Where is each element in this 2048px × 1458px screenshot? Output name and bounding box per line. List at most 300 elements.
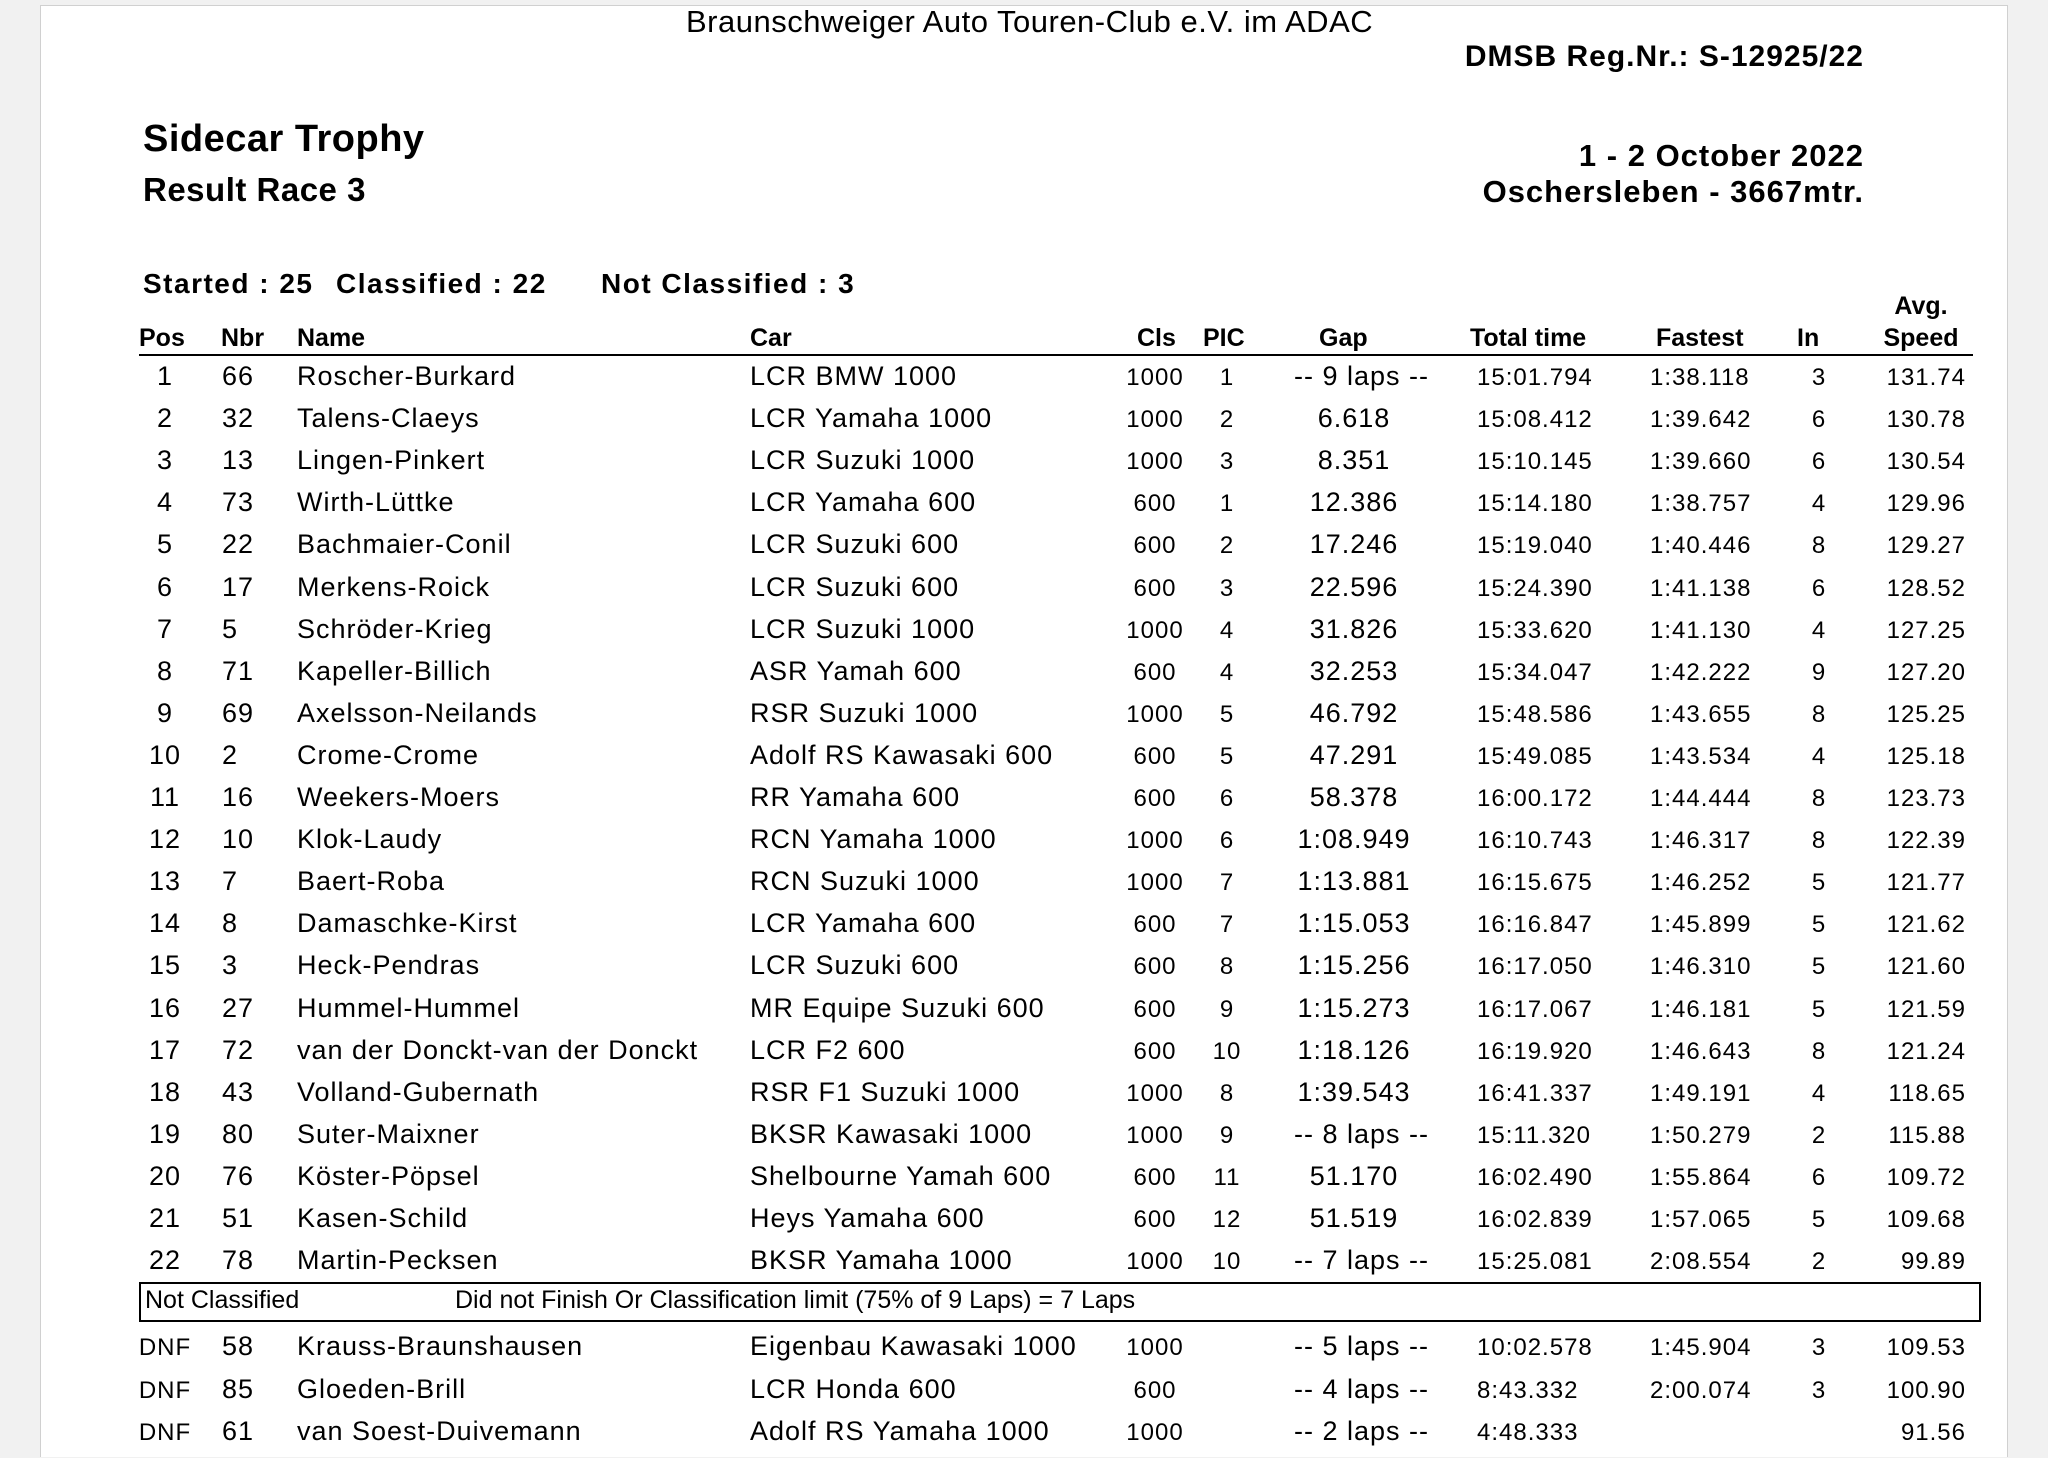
cell-nbr: 43 xyxy=(222,1076,255,1107)
cell-gap: -- 5 laps -- xyxy=(1294,1331,1430,1361)
cell-in: 6 xyxy=(1811,574,1827,602)
cell-pos: 3 xyxy=(156,445,174,476)
table-row xyxy=(41,866,2007,908)
cell-nbr: 69 xyxy=(222,697,255,728)
cell-gap: 1:13.881 xyxy=(1297,866,1411,897)
cell-pic: 6 xyxy=(1219,827,1235,855)
cell-pos: 1 xyxy=(156,361,174,391)
cell-car: LCR Yamaha 1000 xyxy=(750,403,993,434)
cell-fastest: 1:43.655 xyxy=(1650,700,1752,728)
cell-avg: 123.73 xyxy=(1886,785,1966,812)
cell-car: LCR Suzuki 1000 xyxy=(750,613,976,644)
cell-pos: 17 xyxy=(148,1034,182,1065)
cell-pos: 16 xyxy=(148,992,182,1023)
cell-in: 8 xyxy=(1811,785,1827,812)
cell-gap: 1:15.256 xyxy=(1297,950,1411,981)
cell-name: Kasen-Schild xyxy=(297,1203,469,1233)
cell-nbr: 7 xyxy=(222,866,239,897)
cell-fastest: 1:50.279 xyxy=(1650,1121,1752,1149)
col-car: Car xyxy=(750,324,792,352)
cell-in: 5 xyxy=(1811,995,1827,1023)
cell-cls: 600 xyxy=(1133,953,1177,981)
cell-nbr: 76 xyxy=(222,1160,255,1191)
cell-cls: 600 xyxy=(1133,1206,1177,1233)
cell-total: 15:10.145 xyxy=(1477,448,1593,476)
cell-total: 16:19.920 xyxy=(1477,1037,1593,1065)
cell-avg: 125.25 xyxy=(1886,700,1966,728)
cell-cls: 600 xyxy=(1133,574,1177,602)
cell-in: 8 xyxy=(1811,1037,1827,1065)
registration-number: DMSB Reg.Nr.: S-12925/22 xyxy=(1464,40,1864,73)
cell-gap: -- 9 laps -- xyxy=(1294,361,1430,391)
cell-car: LCR Suzuki 600 xyxy=(750,950,960,981)
cell-nbr: 80 xyxy=(222,1118,255,1149)
cell-name: Hummel-Hummel xyxy=(297,992,521,1023)
cell-in: 3 xyxy=(1811,1376,1827,1404)
cell-pic: 10 xyxy=(1212,1248,1242,1276)
cell-pos: 9 xyxy=(156,697,174,728)
cell-pos: 5 xyxy=(156,529,174,560)
cell-cls: 1000 xyxy=(1126,869,1184,897)
cell-name: Suter-Maixner xyxy=(297,1118,480,1149)
cell-cls: 1000 xyxy=(1126,1248,1184,1276)
cell-avg: 100.90 xyxy=(1886,1376,1966,1404)
cell-nbr: 8 xyxy=(222,908,239,939)
cell-pic: 11 xyxy=(1213,1163,1241,1191)
cell-car: LCR F2 600 xyxy=(750,1034,906,1065)
cell-pos: 6 xyxy=(156,571,174,602)
cell-pic: 8 xyxy=(1219,953,1235,981)
cell-total: 15:24.390 xyxy=(1477,574,1593,602)
cell-fastest: 1:38.757 xyxy=(1650,490,1752,518)
cell-fastest: 2:00.074 xyxy=(1650,1376,1752,1404)
cell-pic: 9 xyxy=(1219,1121,1235,1149)
cell-in: 2 xyxy=(1811,1248,1827,1276)
cell-gap: -- 7 laps -- xyxy=(1294,1245,1430,1276)
cell-car: Heys Yamaha 600 xyxy=(750,1203,985,1233)
cell-cls: 1000 xyxy=(1126,1334,1184,1361)
cell-avg: 121.24 xyxy=(1886,1037,1966,1065)
cell-cls: 600 xyxy=(1133,658,1177,686)
cell-total: 16:41.337 xyxy=(1477,1079,1593,1107)
classification-rule: Did not Finish Or Classification limit (75% of 9 Laps) = 7 Laps xyxy=(455,1286,1136,1314)
cell-car: Adolf RS Yamaha 1000 xyxy=(750,1416,1050,1446)
cell-avg: 121.62 xyxy=(1886,911,1966,939)
cell-cls: 600 xyxy=(1133,995,1177,1023)
col-total: Total time xyxy=(1470,324,1587,352)
cell-avg: 109.68 xyxy=(1886,1206,1966,1233)
cell-name: Klok-Laudy xyxy=(297,824,443,855)
cell-car: LCR BMW 1000 xyxy=(750,361,958,391)
cell-nbr: 85 xyxy=(222,1373,255,1404)
cell-pos: 18 xyxy=(148,1076,182,1107)
table-row xyxy=(41,403,2007,445)
cell-car: Adolf RS Kawasaki 600 xyxy=(750,739,1054,770)
result-sheet xyxy=(40,5,2008,1457)
cell-gap: 22.596 xyxy=(1309,571,1399,602)
cell-name: Krauss-Braunshausen xyxy=(297,1331,584,1361)
cell-pic: 3 xyxy=(1219,574,1235,602)
cell-in: 6 xyxy=(1811,406,1827,434)
cell-avg: 129.27 xyxy=(1886,532,1966,560)
cell-pic: 9 xyxy=(1219,995,1235,1023)
cell-pos: 10 xyxy=(148,739,182,770)
cell-pic: 12 xyxy=(1212,1206,1242,1233)
cell-in: 4 xyxy=(1811,742,1827,770)
table-row xyxy=(41,445,2007,487)
cell-name: Roscher-Burkard xyxy=(297,361,517,391)
cell-total: 16:10.743 xyxy=(1477,827,1593,855)
col-pic: PIC xyxy=(1203,324,1245,352)
cell-pic: 5 xyxy=(1219,742,1235,770)
cell-fastest: 1:49.191 xyxy=(1650,1079,1752,1107)
cell-pos: 22 xyxy=(148,1245,182,1276)
cell-avg: 115.88 xyxy=(1888,1121,1966,1149)
col-nbr: Nbr xyxy=(221,324,265,352)
cell-avg: 121.59 xyxy=(1886,995,1966,1023)
cell-avg: 122.39 xyxy=(1886,827,1966,855)
cell-pos: 2 xyxy=(156,403,174,434)
col-avg-line2: Speed xyxy=(1883,324,1959,352)
cell-avg: 118.65 xyxy=(1888,1079,1966,1107)
cell-total: 15:25.081 xyxy=(1477,1248,1593,1276)
cell-avg: 130.78 xyxy=(1886,406,1966,434)
cell-fastest: 1:57.065 xyxy=(1650,1206,1752,1233)
cell-in: 8 xyxy=(1811,532,1827,560)
cell-car: LCR Suzuki 600 xyxy=(750,571,960,602)
cell-nbr: 16 xyxy=(222,782,255,812)
cell-fastest: 1:45.904 xyxy=(1650,1334,1752,1361)
col-gap: Gap xyxy=(1319,324,1368,352)
cell-name: van Soest-Duivemann xyxy=(297,1416,582,1446)
cell-total: 15:33.620 xyxy=(1477,616,1593,644)
cell-cls: 600 xyxy=(1133,1376,1177,1404)
table-row xyxy=(41,740,2007,782)
cell-cls: 1000 xyxy=(1126,700,1184,728)
cell-gap: 1:15.053 xyxy=(1297,908,1411,939)
table-row xyxy=(41,361,2007,403)
not-classified-banner xyxy=(139,1282,1981,1322)
cell-avg: 109.53 xyxy=(1886,1334,1966,1361)
cell-fastest: 1:55.864 xyxy=(1650,1163,1752,1191)
cell-nbr: 66 xyxy=(222,361,255,391)
cell-fastest: 1:42.222 xyxy=(1650,658,1752,686)
cell-gap: 51.170 xyxy=(1309,1160,1399,1191)
cell-pos: 19 xyxy=(148,1118,182,1149)
cell-gap: -- 4 laps -- xyxy=(1294,1373,1430,1404)
cell-cls: 1000 xyxy=(1126,1419,1184,1446)
table-row xyxy=(41,1203,2007,1245)
cell-fastest: 1:46.310 xyxy=(1650,953,1752,981)
table-row xyxy=(41,1035,2007,1077)
cell-cls: 600 xyxy=(1133,742,1177,770)
cell-in: 8 xyxy=(1811,700,1827,728)
table-row xyxy=(41,1161,2007,1203)
cell-avg: 127.25 xyxy=(1886,616,1966,644)
cell-pic: 6 xyxy=(1219,785,1235,812)
cell-pos: 4 xyxy=(156,487,174,518)
cell-name: Gloeden-Brill xyxy=(297,1373,467,1404)
cell-in: 3 xyxy=(1811,364,1827,391)
club-name: Braunschweiger Auto Touren-Club e.V. im ADAC xyxy=(686,4,1374,39)
cell-nbr: 61 xyxy=(222,1416,255,1446)
cell-cls: 600 xyxy=(1133,1163,1177,1191)
table-row xyxy=(41,908,2007,950)
table-row xyxy=(41,993,2007,1035)
cell-name: Martin-Pecksen xyxy=(297,1245,499,1276)
cell-nbr: 71 xyxy=(222,655,255,686)
cell-pos: DNF xyxy=(138,1376,192,1404)
cell-car: RCN Yamaha 1000 xyxy=(750,824,997,855)
cell-total: 15:19.040 xyxy=(1477,532,1593,560)
cell-name: Crome-Crome xyxy=(297,739,480,770)
cell-gap: 51.519 xyxy=(1309,1203,1399,1233)
cell-gap: 1:15.273 xyxy=(1297,992,1411,1023)
cell-gap: 1:39.543 xyxy=(1297,1076,1411,1107)
cell-nbr: 73 xyxy=(222,487,255,518)
cell-car: BKSR Kawasaki 1000 xyxy=(750,1118,1033,1149)
cell-nbr: 10 xyxy=(222,824,255,855)
cell-pic: 7 xyxy=(1219,869,1235,897)
cell-nbr: 17 xyxy=(222,571,255,602)
cell-fastest: 1:44.444 xyxy=(1650,785,1752,812)
table-row xyxy=(41,824,2007,866)
cell-fastest: 2:08.554 xyxy=(1650,1248,1752,1276)
cell-pos: 11 xyxy=(149,782,181,812)
cell-pos: 15 xyxy=(148,950,182,981)
table-row xyxy=(41,529,2007,571)
cell-car: LCR Honda 600 xyxy=(750,1373,957,1404)
cell-name: Axelsson-Neilands xyxy=(297,697,538,728)
table-row xyxy=(41,656,2007,698)
cell-name: Köster-Pöpsel xyxy=(297,1160,480,1191)
cell-in: 5 xyxy=(1811,1206,1827,1233)
cell-total: 4:48.333 xyxy=(1477,1419,1579,1446)
cell-cls: 600 xyxy=(1133,532,1177,560)
cell-car: Eigenbau Kawasaki 1000 xyxy=(750,1331,1077,1361)
table-row xyxy=(41,614,2007,656)
cell-nbr: 32 xyxy=(222,403,255,434)
cell-car: RCN Suzuki 1000 xyxy=(750,866,980,897)
cell-gap: 47.291 xyxy=(1309,739,1399,770)
cell-car: LCR Yamaha 600 xyxy=(750,908,977,939)
event-title: Sidecar Trophy xyxy=(143,118,425,160)
cell-total: 8:43.332 xyxy=(1477,1376,1579,1404)
cell-avg: 121.60 xyxy=(1886,953,1966,981)
cell-total: 15:49.085 xyxy=(1477,742,1593,770)
cell-name: Baert-Roba xyxy=(297,866,446,897)
cell-total: 15:11.320 xyxy=(1477,1121,1591,1149)
cell-total: 15:14.180 xyxy=(1477,490,1593,518)
cell-total: 16:15.675 xyxy=(1477,869,1593,897)
table-row xyxy=(41,1077,2007,1119)
cell-total: 16:00.172 xyxy=(1477,785,1593,812)
cell-cls: 600 xyxy=(1133,911,1177,939)
cell-pic: 7 xyxy=(1219,911,1235,939)
cell-car: RSR Suzuki 1000 xyxy=(750,697,979,728)
cell-gap: 17.246 xyxy=(1309,529,1399,560)
cell-nbr: 3 xyxy=(222,950,239,981)
cell-fastest: 1:45.899 xyxy=(1650,911,1752,939)
cell-cls: 1000 xyxy=(1126,1079,1184,1107)
cell-fastest: 1:46.252 xyxy=(1650,869,1752,897)
cell-in: 2 xyxy=(1811,1121,1827,1149)
cell-avg: 121.77 xyxy=(1886,869,1966,897)
cell-car: MR Equipe Suzuki 600 xyxy=(750,992,1045,1023)
cell-car: BKSR Yamaha 1000 xyxy=(750,1245,1013,1276)
cell-avg: 109.72 xyxy=(1886,1163,1966,1191)
table-row xyxy=(41,1416,2007,1458)
cell-gap: 6.618 xyxy=(1317,403,1391,434)
cell-nbr: 58 xyxy=(222,1331,255,1361)
cell-pos: DNF xyxy=(138,1334,192,1361)
cell-car: LCR Suzuki 600 xyxy=(750,529,960,560)
cell-name: Heck-Pendras xyxy=(297,950,481,981)
cell-cls: 1000 xyxy=(1126,448,1184,476)
cell-name: Merkens-Roick xyxy=(297,571,491,602)
cell-total: 15:48.586 xyxy=(1477,700,1593,728)
cell-fastest: 1:38.118 xyxy=(1650,364,1750,391)
cell-in: 5 xyxy=(1811,911,1827,939)
table-row xyxy=(41,1119,2007,1161)
cell-name: Volland-Gubernath xyxy=(297,1076,540,1107)
cell-avg: 130.54 xyxy=(1886,448,1966,476)
cell-pos: 8 xyxy=(156,655,174,686)
cell-total: 15:34.047 xyxy=(1477,658,1593,686)
table-row xyxy=(41,572,2007,614)
cell-pic: 1 xyxy=(1219,490,1235,518)
cell-in: 9 xyxy=(1811,658,1827,686)
cell-pos: 14 xyxy=(148,908,182,939)
cell-name: Lingen-Pinkert xyxy=(297,445,486,476)
cell-pic: 10 xyxy=(1212,1037,1242,1065)
result-title: Result Race 3 xyxy=(143,171,366,208)
cell-in: 4 xyxy=(1811,1079,1827,1107)
cell-cls: 1000 xyxy=(1126,616,1184,644)
cell-gap: -- 2 laps -- xyxy=(1294,1416,1430,1446)
cell-car: Shelbourne Yamah 600 xyxy=(750,1160,1052,1191)
cell-cls: 1000 xyxy=(1126,364,1184,391)
cell-nbr: 51 xyxy=(222,1203,255,1233)
table-row xyxy=(41,950,2007,992)
cell-gap: -- 8 laps -- xyxy=(1294,1118,1430,1149)
cell-total: 15:01.794 xyxy=(1477,364,1593,391)
cell-fastest: 1:41.130 xyxy=(1650,616,1752,644)
cell-pos: 13 xyxy=(148,866,182,897)
cell-cls: 1000 xyxy=(1126,1121,1184,1149)
cell-pos: 7 xyxy=(156,613,174,644)
cell-cls: 1000 xyxy=(1126,406,1184,434)
cell-nbr: 13 xyxy=(222,445,255,476)
cell-in: 6 xyxy=(1811,448,1827,476)
table-row xyxy=(41,782,2007,824)
col-cls: Cls xyxy=(1137,324,1176,352)
cell-gap: 32.253 xyxy=(1309,655,1399,686)
table-row xyxy=(41,1374,2007,1416)
cell-pos: 12 xyxy=(148,824,182,855)
cell-pos: 20 xyxy=(148,1160,182,1191)
cell-name: van der Donckt-van der Donckt xyxy=(297,1034,699,1065)
cell-car: LCR Suzuki 1000 xyxy=(750,445,976,476)
header-rule xyxy=(139,354,1973,356)
col-avg-line1: Avg. xyxy=(1894,292,1948,320)
cell-name: Damaschke-Kirst xyxy=(297,908,518,939)
cell-in: 5 xyxy=(1811,953,1827,981)
cell-fastest: 1:46.317 xyxy=(1650,827,1752,855)
cell-name: Wirth-Lüttke xyxy=(297,487,455,518)
cell-pos: 21 xyxy=(148,1203,182,1233)
cell-fastest: 1:46.643 xyxy=(1650,1037,1752,1065)
cell-gap: 1:18.126 xyxy=(1297,1034,1411,1065)
cell-pic: 5 xyxy=(1219,700,1235,728)
cell-fastest: 1:41.138 xyxy=(1650,574,1752,602)
cell-gap: 12.386 xyxy=(1309,487,1399,518)
cell-total: 15:08.412 xyxy=(1477,406,1593,434)
table-row xyxy=(41,487,2007,529)
event-date: 1 - 2 October 2022 xyxy=(1578,138,1864,173)
cell-pic: 4 xyxy=(1219,658,1235,686)
cell-in: 3 xyxy=(1811,1334,1827,1361)
cell-pos: DNF xyxy=(138,1419,192,1446)
cell-nbr: 78 xyxy=(222,1245,255,1276)
cell-pic: 3 xyxy=(1219,448,1235,476)
cell-total: 16:02.839 xyxy=(1477,1206,1593,1233)
table-row xyxy=(41,698,2007,740)
cell-car: RR Yamaha 600 xyxy=(750,782,961,812)
cell-name: Talens-Claeys xyxy=(297,403,480,434)
cell-in: 5 xyxy=(1811,869,1827,897)
cell-pic: 1 xyxy=(1219,364,1235,391)
track-info: Oschersleben - 3667mtr. xyxy=(1482,174,1864,209)
cell-avg: 128.52 xyxy=(1886,574,1966,602)
cell-cls: 600 xyxy=(1133,1037,1177,1065)
table-row xyxy=(41,1331,2007,1373)
cell-pic: 4 xyxy=(1219,616,1235,644)
cell-name: Kapeller-Billich xyxy=(297,655,492,686)
cell-total: 16:16.847 xyxy=(1477,911,1593,939)
col-name: Name xyxy=(297,324,366,352)
cell-nbr: 27 xyxy=(222,992,255,1023)
cell-avg: 129.96 xyxy=(1886,490,1966,518)
cell-gap: 31.826 xyxy=(1309,613,1399,644)
cell-fastest: 1:39.660 xyxy=(1650,448,1752,476)
cell-fastest: 1:39.642 xyxy=(1650,406,1752,434)
cell-name: Schröder-Krieg xyxy=(297,613,493,644)
cell-avg: 99.89 xyxy=(1900,1248,1966,1276)
col-pos: Pos xyxy=(139,324,185,352)
cell-pic: 2 xyxy=(1219,532,1235,560)
cell-cls: 1000 xyxy=(1126,827,1184,855)
cell-car: ASR Yamah 600 xyxy=(750,655,962,686)
table-row xyxy=(41,1245,2007,1287)
col-fastest: Fastest xyxy=(1656,324,1744,352)
cell-nbr: 2 xyxy=(222,739,239,770)
cell-nbr: 72 xyxy=(222,1034,255,1065)
cell-in: 4 xyxy=(1811,490,1827,518)
cell-avg: 125.18 xyxy=(1886,742,1966,770)
cell-cls: 600 xyxy=(1133,490,1177,518)
cell-pic: 8 xyxy=(1219,1079,1235,1107)
cell-name: Weekers-Moers xyxy=(297,782,501,812)
cell-cls: 600 xyxy=(1133,785,1177,812)
cell-total: 10:02.578 xyxy=(1477,1334,1593,1361)
cell-name: Bachmaier-Conil xyxy=(297,529,512,560)
cell-avg: 127.20 xyxy=(1886,658,1966,686)
classified-count: Classified : 22 xyxy=(336,268,547,299)
cell-avg: 131.74 xyxy=(1886,364,1966,391)
cell-gap: 8.351 xyxy=(1317,445,1391,476)
cell-fastest: 1:46.181 xyxy=(1650,995,1752,1023)
